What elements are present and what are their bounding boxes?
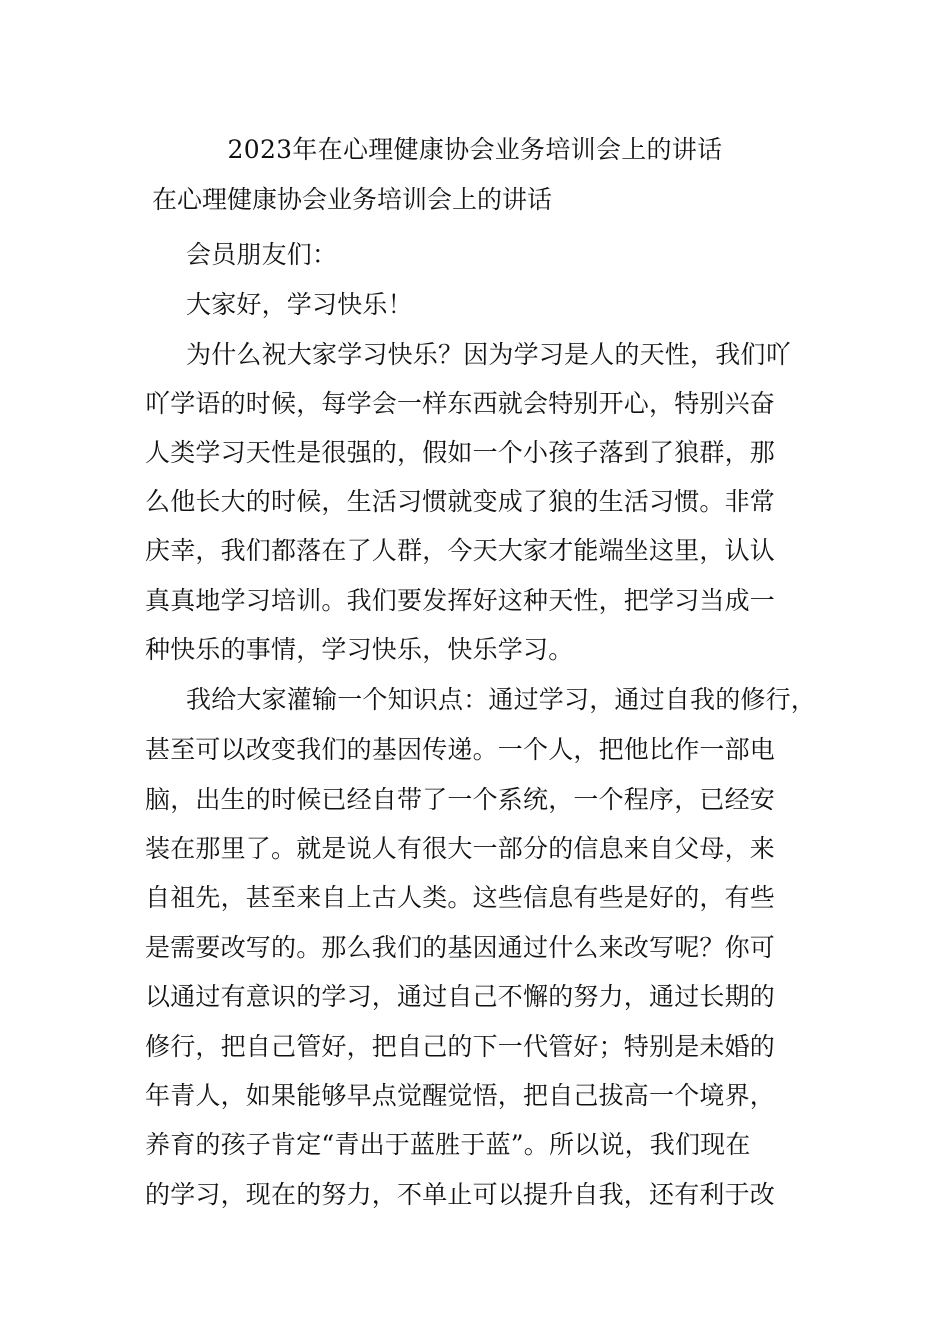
greeting-line: 大家好，学习快乐！ [186, 290, 413, 319]
body-line: 以通过有意识的学习，通过自己不懈的努力，通过长期的 [145, 982, 776, 1011]
body-line: 甚至可以改变我们的基因传递。一个人，把他比作一部电 [145, 735, 776, 764]
body-line: 养育的孩子肯定“青出于蓝胜于蓝”。所以说，我们现在 [145, 1130, 751, 1159]
body-line: 么他长大的时候，生活习惯就变成了狼的生活习惯。非常 [145, 487, 776, 516]
body-line: 年青人，如果能够早点觉醒觉悟，把自己拔高一个境界， [145, 1081, 776, 1110]
body-line: 自祖先，甚至来自上古人类。这些信息有些是好的，有些 [145, 883, 776, 912]
body-line: 是需要改写的。那么我们的基因通过什么来改写呢？你可 [145, 933, 776, 962]
document-title: 2023年在心理健康协会业务培训会上的讲话 [227, 135, 723, 164]
body-line: 吖学语的时候，每学会一样东西就会特别开心，特别兴奋 [145, 389, 776, 418]
body-line: 脑，出生的时候已经自带了一个系统，一个程序，已经安 [145, 785, 776, 814]
body-line: 真真地学习培训。我们要发挥好这种天性，把学习当成一 [145, 586, 776, 615]
body-line: 的学习，现在的努力，不单止可以提升自我，还有利于改 [145, 1180, 776, 1209]
document-subtitle: 在心理健康协会业务培训会上的讲话 [152, 185, 553, 214]
body-line: 人类学习天性是很强的，假如一个小孩子落到了狼群，那 [145, 438, 776, 467]
body-line: 装在那里了。就是说人有很大一部分的信息来自父母，来 [145, 834, 776, 863]
body-line: 种快乐的事情，学习快乐，快乐学习。 [145, 635, 574, 664]
body-line: 我给大家灌输一个知识点：通过学习，通过自我的修行， [186, 685, 817, 714]
body-line: 庆幸，我们都落在了人群，今天大家才能端坐这里，认认 [145, 536, 776, 565]
body-line: 修行，把自己管好，把自己的下一代管好；特别是未婚的 [145, 1032, 776, 1061]
body-line: 为什么祝大家学习快乐？因为学习是人的天性，我们吖 [186, 340, 791, 369]
salutation-line: 会员朋友们： [186, 240, 338, 269]
